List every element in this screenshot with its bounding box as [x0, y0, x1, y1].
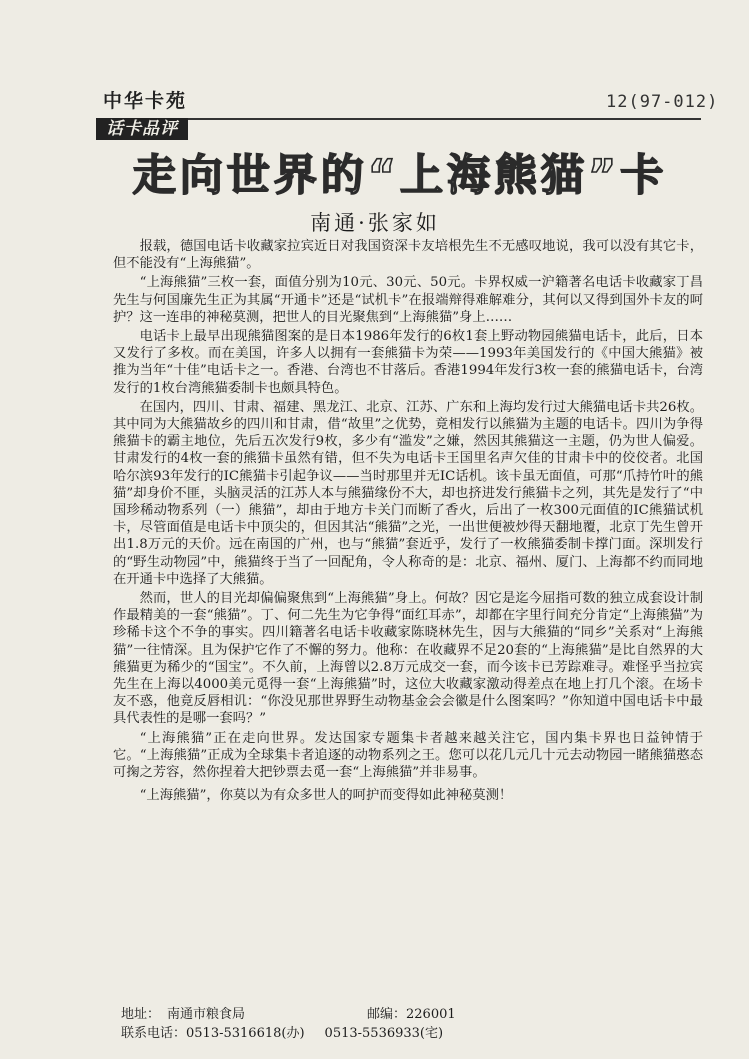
address-value: 南通市粮食局 — [167, 1007, 246, 1022]
article-title: 走向世界的“上海熊猫”卡 — [132, 151, 668, 201]
column-tag: 话卡品评 — [96, 118, 188, 140]
phone-office: 0513-5316618(办) — [186, 1026, 305, 1041]
address-label: 地址： — [121, 1007, 161, 1022]
phone-line — [121, 1025, 443, 1042]
article-byline: 南通·张家如 — [310, 211, 440, 235]
phone-label: 联系电话： — [121, 1026, 187, 1041]
article-body — [113, 238, 703, 807]
paragraph: 电话卡上最早出现熊猫图案的是日本1986年发行的6枚1套上野动物园熊猫电话卡，此后，日本又发行了多枚。而在美国，许多人以拥有一套熊猫卡为荣——1993年美国发行的《中国大熊猫》被推为当年“十佳”电话卡之一。香港、台湾也不甘落后。香港1994年发行3枚一套的熊猫电话卡，台湾发行的1枚台湾熊猫委制卡也颇具特色。 — [113, 329, 703, 396]
issue-code: 12(97-012) — [606, 92, 719, 112]
closing-line: “上海熊猫”，你莫以为有众多世人的呵护而变得如此神秘莫测！ — [139, 788, 513, 804]
magazine-title: 中华卡苑 — [103, 90, 188, 112]
address-line — [121, 1006, 456, 1023]
phone-home: 0513-5536933(宅) — [324, 1026, 444, 1041]
paragraph: 在国内，四川、甘肃、福建、黑龙江、北京、江苏、广东和上海均发行过大熊猫电话卡共26枚。其中同为大熊猫故乡的四川和甘肃，借“故里”之优势，竟相发行以熊猫为主题的电话卡。四川为争得熊猫卡的霸主地位，先后五次发行9枚，多少有“滥发”之嫌，然因其熊猫这一主题，仍为世人偏爱。甘肃发行的4枚一套的熊猫卡虽然有错，但不失为电话卡王国里名声欠佳的甘肃卡中的佼佼者。北国哈尔滨93年发行的IC熊猫卡引起争议——当时那里并无IC话机。该卡虽无面值，可那“爪持竹叶的熊猫”却身价不匪，头脑灵活的江苏人本与熊猫缘份不大，却也挤进发行熊猫卡之列，其先是发行了“中国珍稀动物系列（一）熊猫”，却由于地方卡关门而断了香火，后出了一枚300元面值的IC熊猫试机卡，尽管面值是电话卡中顶尖的，但因其沾“熊猫”之光，一出世便被炒得天翻地覆，北京丁先生曾开出1.8万元的天价。远在南国的广州，也与“熊猫”套近乎，发行了一枚熊猫委制卡撑门面。深圳发行的“野生动物园”中，熊猫终于当了一回配角，令人称奇的是：北京、福州、厦门、上海都不约而同地在开通卡中选择了大熊猫。 — [113, 399, 703, 587]
postcode-label: 邮编： — [367, 1007, 407, 1022]
paragraph: 然而，世人的目光却偏偏聚焦到“上海熊猫”身上。何故？因它是迄今屈指可数的独立成套设计制作最精美的一套“熊猫”。丁、何二先生为它争得“面红耳赤”，却都在字里行间充分肯定“上海熊猫”为珍稀卡这个不争的事实。四川籍著名电话卡收藏家陈晓林先生，因与大熊猫的“同乡”关系对“上海熊猫”一往情深。且为保护它作了不懈的努力。他称：在收藏界不足20套的“上海熊猫”是比自然界的大熊猫更为稀少的“国宝”。不久前，上海曾以2.8万元成交一套，而今该卡已芳踪难寻。难怪乎当拉宾先生在上海以4000美元觅得一套“上海熊猫”时，这位大收藏家激动得差点在地上打几个滚。在场卡友不惑，他竟反唇相讥：“你没见那世界野生动物基金会会徽是什么图案吗？”你知道中国电话卡中最具代表性的是哪一套吗？” — [113, 591, 703, 727]
paragraph: “上海熊猫”三枚一套，面值分别为10元、30元、50元。卡界权威一沪籍著名电话卡收藏家丁昌先生与何国廉先生正为其属“开通卡”还是“试机卡”在报端辩得难解难分，其何以又得到国外卡友的呵护？这一连串的神秘莫测，把世人的目光聚焦到“上海熊猫”身上…… — [113, 275, 703, 325]
paragraph: 报载，德国电话卡收藏家拉宾近日对我国资深卡友培根先生不无感叹地说，我可以没有其它卡，但不能没有“上海熊猫”。 — [113, 239, 703, 272]
paragraph: “上海熊猫”正在走向世界。发达国家专题集卡者越来越关注它，国内集卡界也日益钟情于它。“上海熊猫”正成为全球集卡者追逐的动物系列之王。您可以花几元几十元去动物园一睹熊猫憨态可掬之芳容，然你捏着大把钞票去觅一套“上海熊猫”并非易事。 — [113, 730, 703, 781]
postcode-value: 226001 — [406, 1007, 456, 1022]
